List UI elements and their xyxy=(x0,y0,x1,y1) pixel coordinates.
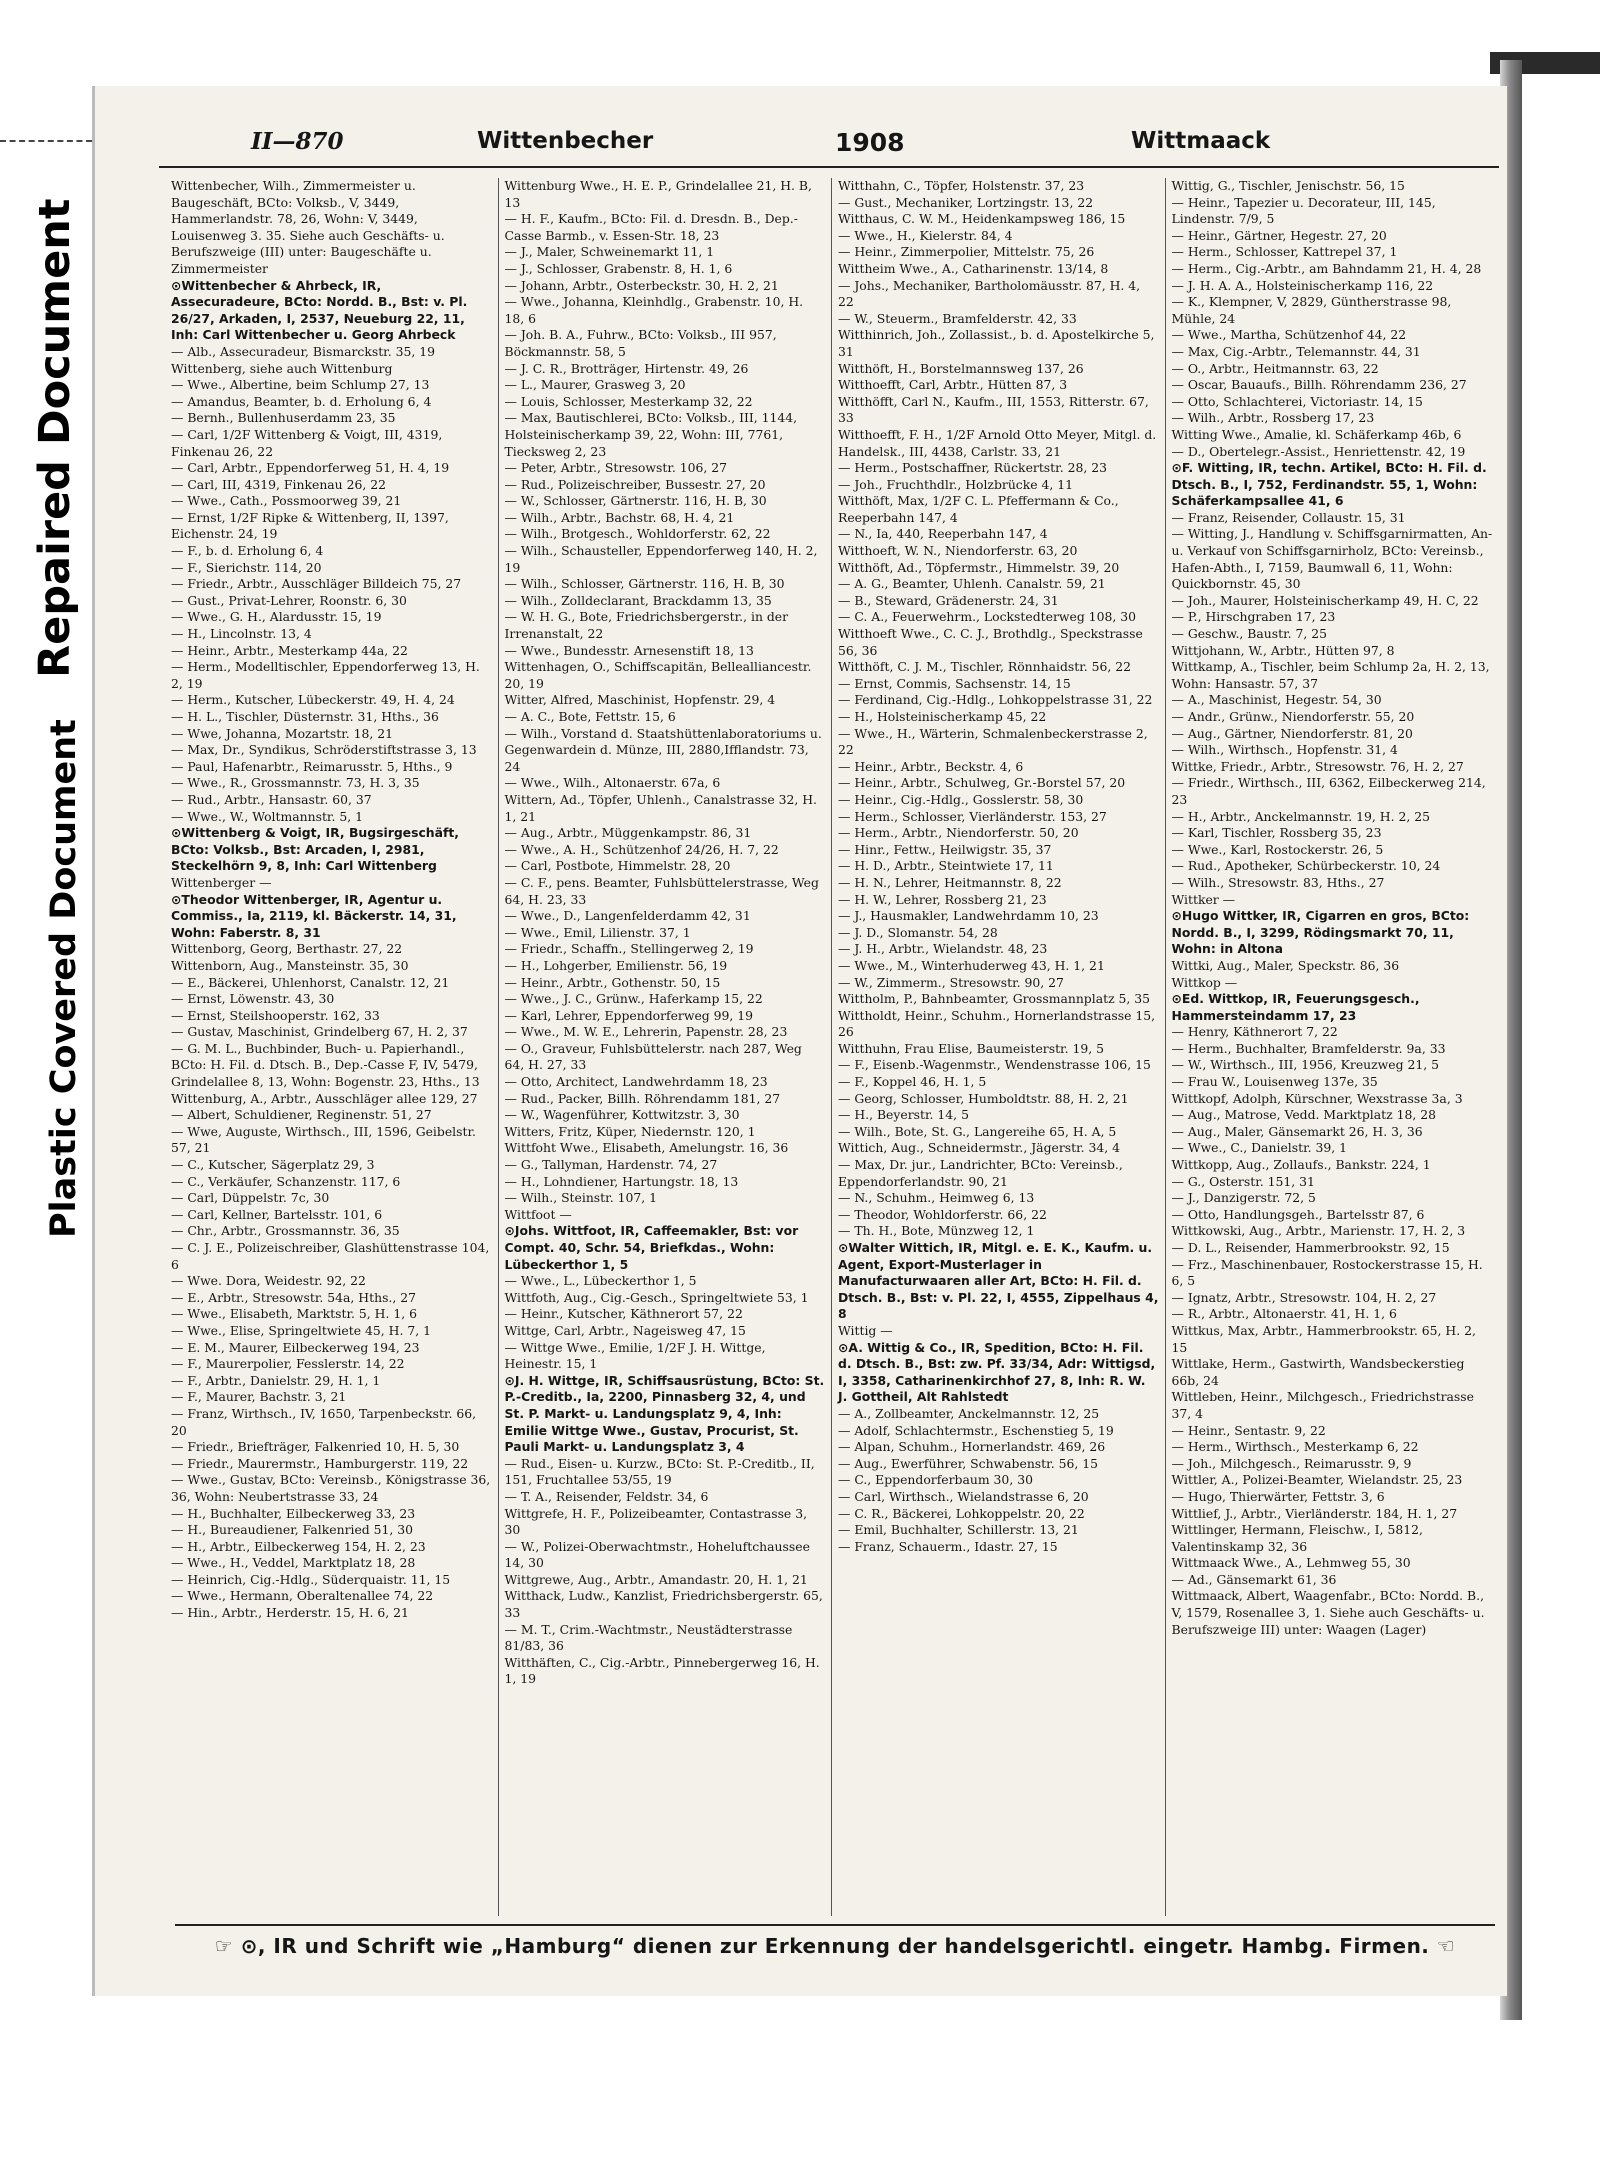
column-1 xyxy=(165,178,499,1916)
directory-entry: — Rud., Packer, Billh. Röhrendamm 181, 27 xyxy=(504,1090,781,1106)
directory-entry: — Wwe. Dora, Weidestr. 92, 22 xyxy=(171,1273,366,1289)
directory-entry: — H., Lincolnstr. 13, 4 xyxy=(171,626,312,642)
directory-entry: — Wwe., Elise, Springeltwiete 45, H. 7, 1 xyxy=(171,1322,431,1338)
directory-entry: — Herm., Cig.-Arbtr., am Bahndamm 21, H. 4, 28 xyxy=(1171,260,1482,276)
directory-entry: Witthack, Ludw., Kanzlist, Friedrichsbergerstr. 65, 33 xyxy=(504,1588,823,1621)
directory-entry: Wittler, A., Polizei-Beamter, Wielandstr. 25, 23 xyxy=(1171,1472,1463,1488)
directory-entry: Witthöft, Max, 1/2F C. L. Pfeffermann & Co., Reeperbahn 147, 4 xyxy=(838,493,1119,525)
directory-entry: Witthahn, C., Töpfer, Holstenstr. 37, 23 xyxy=(838,178,1085,193)
directory-entry: — Friedr., Briefträger, Falkenried 10, H. 5, 30 xyxy=(171,1439,460,1455)
directory-entry: — A., Zollbeamter, Anckelmannstr. 12, 25 xyxy=(838,1405,1100,1421)
directory-entry: Wittkopp, Aug., Zollaufs., Bankstr. 224, 1 xyxy=(1171,1157,1431,1173)
directory-entry: Wittgrefe, H. F., Polizeibeamter, Contastrasse 3, 30 xyxy=(504,1505,808,1538)
directory-entry: — Karl, Lehrer, Eppendorferweg 99, 19 xyxy=(504,1007,754,1023)
directory-entry: — Heinr., Arbtr., Gothenstr. 50, 15 xyxy=(504,974,721,990)
directory-entry: Wittenburg, A., Arbtr., Ausschläger allee 129, 27 xyxy=(171,1090,478,1106)
directory-entry: — J. D., Slomanstr. 54, 28 xyxy=(838,924,998,940)
directory-entry: — N., Schuhm., Heimweg 6, 13 xyxy=(838,1190,1035,1206)
directory-entry: — Hin., Arbtr., Herderstr. 15, H. 6, 21 xyxy=(171,1605,409,1621)
directory-entry: — H. W., Lehrer, Rossberg 21, 23 xyxy=(838,891,1047,907)
directory-entry: ⊙ Theodor Wittenberger, IR, Agentur u. Commiss., Ia, 2119, kl. Bäckerstr. 14, 31, Wohn: Faberstr. 8, 31 xyxy=(171,892,492,942)
directory-entry: — Wwe., A. H., Schützenhof 24/26, H. 7, 22 xyxy=(504,841,779,857)
directory-entry: — Heinr., Sentastr. 9, 22 xyxy=(1171,1422,1326,1438)
directory-entry: — Wwe., Bundesstr. Arnesenstift 18, 13 xyxy=(504,642,754,658)
directory-entry: Witthoeft, W. N., Niendorferstr. 63, 20 xyxy=(838,543,1078,559)
directory-entry: — Herm., Postschaffner, Rückertstr. 28, 23 xyxy=(838,460,1107,476)
directory-entry: — Joh., Milchgesch., Reimarusstr. 9, 9 xyxy=(1171,1455,1412,1471)
directory-entry: — Otto, Schlachterei, Victoriastr. 14, 15 xyxy=(1171,393,1423,409)
directory-entry: — Wwe., J. C., Grünw., Haferkamp 15, 22 xyxy=(504,991,763,1007)
directory-entry: — Joh. B. A., Fuhrw., BCto: Volksb., III 957, Böckmannstr. 58, 5 xyxy=(504,327,777,359)
directory-entry: — Herm., Buchhalter, Bramfelderstr. 9a, 33 xyxy=(1171,1040,1446,1056)
directory-entry: — H., Bureaudiener, Falkenried 51, 30 xyxy=(171,1522,414,1538)
directory-entry: — Rud., Arbtr., Hansastr. 60, 37 xyxy=(171,791,372,807)
directory-entry: — H., Lohndiener, Hartungstr. 18, 13 xyxy=(504,1173,739,1189)
directory-entry: — J. C. R., Brotträger, Hirtenstr. 49, 26 xyxy=(504,360,749,376)
directory-entry: — H., Holsteinischerkamp 45, 22 xyxy=(838,709,1047,724)
directory-entry: Wittig — xyxy=(838,1322,893,1338)
directory-entry: — Hugo, Thierwärter, Fettstr. 3, 6 xyxy=(1171,1488,1385,1504)
directory-entry: Wittge, Carl, Arbtr., Nageisweg 47, 15 xyxy=(504,1322,746,1338)
directory-entry: Wittholm, P., Bahnbeamter, Grossmannplatz 5, 35 xyxy=(838,991,1151,1007)
directory-entry: — Heinr., Arbtr., Beckstr. 4, 6 xyxy=(838,758,1024,774)
directory-entry: — Max, Dr. jur., Landrichter, BCto: Vereinsb., Eppendorferlandstr. 90, 21 xyxy=(838,1157,1123,1189)
directory-entry: — R., Arbtr., Altonaerstr. 41, H. 1, 6 xyxy=(1171,1306,1397,1322)
directory-entry: — J., Maler, Schweinemarkt 11, 1 xyxy=(504,244,715,260)
directory-entry: — C. R., Bäckerei, Lohkoppelstr. 20, 22 xyxy=(838,1505,1085,1521)
directory-entry: — Wwe., H., Veddel, Marktplatz 18, 28 xyxy=(171,1555,416,1571)
directory-entry: — Witting, J., Handlung v. Schiffsgarnirmatten, An- u. Verkauf von Schiffsgarnirholz, BCto: Vereinsb., Hafen-Abth., I, 7159, Baumwall 6, 11, Wohn: Quickbornstr. 45, 30 xyxy=(1171,526,1493,592)
directory-entry: — Wwe., Gustav, BCto: Vereinsb., Königstrasse 36, 36, Wohn: Neubertstrasse 33, 24 xyxy=(171,1472,491,1504)
directory-entry: ⊙ Walter Wittich, IR, Mitgl. e. E. K., Kaufm. u. Agent, Export-Musterlager in Manufacturwaaren aller Art, BCto: H. Fil. d. Dtsch. B., Bst: v. Pl. 22, I, 4555, Zippelhaus 4, 8 xyxy=(838,1240,1159,1323)
directory-entry: — N., Ia, 440, Reeperbahn 147, 4 xyxy=(838,526,1048,542)
directory-entry: — F., b. d. Erholung 6, 4 xyxy=(171,543,324,559)
directory-entry: — W., Polizei-Oberwachtmstr., Hoheluftchaussee 14, 30 xyxy=(504,1538,810,1571)
directory-entry: — Wwe., D., Langenfelderdamm 42, 31 xyxy=(504,908,751,924)
directory-entry: — Heinr., Arbtr., Mesterkamp 44a, 22 xyxy=(171,642,408,658)
directory-entry: — Aug., Ewerführer, Schwabenstr. 56, 15 xyxy=(838,1455,1098,1471)
directory-entry: Witthuhn, Frau Elise, Baumeisterstr. 19, 5 xyxy=(838,1040,1105,1056)
directory-entry: Witthöft, C. J. M., Tischler, Rönnhaidstr. 56, 22 xyxy=(838,659,1132,675)
directory-entry: — Friedr., Arbtr., Ausschläger Billdeich 75, 27 xyxy=(171,576,462,592)
directory-entry: — C. J. E., Polizeischreiber, Glashüttenstrasse 104, 6 xyxy=(171,1240,490,1272)
directory-entry: — Aug., Matrose, Vedd. Marktplatz 18, 28 xyxy=(1171,1107,1437,1123)
directory-entry: ⊙ F. Witting, IR, techn. Artikel, BCto: H. Fil. d. Dtsch. B., I, 752, Ferdinandstr. 55, 1, Wohn: Schäferkampsallee 41, 6 xyxy=(1172,460,1494,510)
directory-entry: Wittkop — xyxy=(1171,974,1238,990)
directory-entry: Wittkowski, Aug., Arbtr., Marienstr. 17, H. 2, 3 xyxy=(1171,1223,1466,1239)
directory-entry: — Heinr., Zimmerpolier, Mittelstr. 75, 26 xyxy=(838,244,1095,260)
directory-entry: — H. F., Kaufm., BCto: Fil. d. Dresdn. B., Dep.-Casse Barmb., v. Essen-Str. 18, 23 xyxy=(504,211,798,243)
directory-entry: — Andr., Grünw., Niendorferstr. 55, 20 xyxy=(1171,709,1415,724)
directory-entry: — P., Hirschgraben 17, 23 xyxy=(1171,609,1336,625)
directory-entry: Wittfoht Wwe., Elisabeth, Amelungstr. 16, 36 xyxy=(504,1140,789,1156)
directory-entry: — W. H. G., Bote, Friedrichsbergerstr., in der Irrenanstalt, 22 xyxy=(504,609,789,642)
directory-entry: — H. D., Arbtr., Steintwiete 17, 11 xyxy=(838,858,1054,874)
directory-entry: — Wwe., Hermann, Oberaltenallee 74, 22 xyxy=(171,1588,434,1604)
first-entry-name: Wittenbecher xyxy=(477,128,654,154)
directory-entry: — C., Eppendorferbaum 30, 30 xyxy=(838,1472,1033,1488)
directory-entry: — Heinr., Arbtr., Schulweg, Gr.-Borstel 57, 20 xyxy=(838,775,1126,791)
directory-entry: Wittlief, J., Arbtr., Vierländerstr. 184, H. 1, 27 xyxy=(1171,1505,1458,1521)
directory-entry: — Max, Bautischlerei, BCto: Volksb., III, 1144, Holsteinischerkamp 39, 22, Wohn: III, 7761, Tiecksweg 2, 23 xyxy=(504,410,798,459)
directory-entry: — Alpan, Schuhm., Hornerlandstr. 469, 26 xyxy=(838,1439,1106,1455)
directory-entry: — Wwe., G. H., Alardusstr. 15, 19 xyxy=(171,609,382,625)
directory-entry: — E. M., Maurer, Eilbeckerweg 194, 23 xyxy=(171,1339,420,1355)
directory-entry: Witthöft, Ad., Töpfermstr., Himmelstr. 39, 20 xyxy=(838,559,1120,575)
directory-entry: — Oscar, Bauaufs., Billh. Röhrendamm 236, 27 xyxy=(1171,377,1467,393)
directory-entry: — A. G., Beamter, Uhlenh. Canalstr. 59, 21 xyxy=(838,576,1106,592)
directory-entry: ⊙ A. Wittig & Co., IR, Spedition, BCto: H. Fil. d. Dtsch. B., Bst: zw. Pf. 33/34, Adr: Wittigsd, I, 3358, Catharinenkirchhof 27, 8, Inh: R. W. J. Gottheil, Alt Rahlstedt xyxy=(838,1340,1159,1406)
directory-entry: — K., Klempner, V, 2829, Güntherstrasse 98, Mühle, 24 xyxy=(1171,294,1452,326)
directory-entry: — Wwe., C., Danielstr. 39, 1 xyxy=(1171,1140,1348,1156)
directory-entry: — Ernst, Löwenstr. 43, 30 xyxy=(171,991,335,1007)
directory-entry: Wittenhagen, O., Schiffscapitän, Bellealliancestr. 20, 19 xyxy=(504,659,812,691)
directory-entry: — W., Schlosser, Gärtnerstr. 116, H. B, 30 xyxy=(504,493,767,509)
directory-entry: Witters, Fritz, Küper, Niedernstr. 120, 1 xyxy=(504,1123,756,1139)
directory-entry: — J. H. A. A., Holsteinischerkamp 116, 22 xyxy=(1171,277,1434,293)
directory-entry: Wittich, Aug., Schneidermstr., Jägerstr. 34, 4 xyxy=(838,1140,1121,1156)
directory-entry: Witthöfft, Carl N., Kaufm., III, 1553, Ritterstr. 67, 33 xyxy=(838,393,1149,426)
directory-entry: — Paul, Hafenarbtr., Reimarusstr. 5, Hths., 9 xyxy=(171,758,453,774)
last-entry-name: Wittmaack xyxy=(1131,128,1271,154)
directory-entry: — H., Arbtr., Anckelmannstr. 19, H. 2, 25 xyxy=(1171,808,1431,824)
directory-entry: — Wwe., L., Lübeckerthor 1, 5 xyxy=(504,1273,697,1289)
directory-entry: Wittke, Friedr., Arbtr., Stresowstr. 76, H. 2, 27 xyxy=(1171,758,1464,774)
directory-entry: — Amandus, Beamter, b. d. Erholung 6, 4 xyxy=(171,393,432,409)
directory-entry: — F., Arbtr., Danielstr. 29, H. 1, 1 xyxy=(171,1372,381,1388)
directory-entry: Wittker — xyxy=(1171,891,1236,907)
directory-entry: Wittkopf, Adolph, Kürschner, Wexstrasse 3a, 3 xyxy=(1171,1090,1463,1106)
directory-entry: — Geschw., Baustr. 7, 25 xyxy=(1171,626,1328,642)
plastic-covered-label: Plastic Covered Document xyxy=(44,719,84,1238)
directory-entry: — Wilh., Steinstr. 107, 1 xyxy=(504,1190,657,1206)
directory-entry: ⊙ Wittenberg & Voigt, IR, Bugsirgeschäft, BCto: Volksb., Bst: Arcaden, I, 2981, Steckelhörn 9, 8, Inh: Carl Wittenberg xyxy=(171,825,492,875)
directory-entry: Wittki, Aug., Maler, Speckstr. 86, 36 xyxy=(1171,957,1400,973)
directory-entry: — Joh., Fruchthdlr., Holzbrücke 4, 11 xyxy=(838,476,1074,492)
directory-entry: — Wittge Wwe., Emilie, 1/2F J. H. Wittge, Heinestr. 15, 1 xyxy=(504,1339,766,1372)
directory-entry: — J., Schlosser, Grabenstr. 8, H. 1, 6 xyxy=(504,260,733,276)
directory-year: 1908 xyxy=(835,128,905,157)
directory-entry: Wittenberger — xyxy=(171,874,272,890)
directory-entry: — J., Danzigerstr. 72, 5 xyxy=(1171,1190,1316,1206)
directory-entry: — A. C., Bote, Fettstr. 15, 6 xyxy=(504,709,676,724)
directory-entry: — Aug., Arbtr., Müggenkampstr. 86, 31 xyxy=(504,825,752,841)
directory-entry: — Max, Cig.-Arbtr., Telemannstr. 44, 31 xyxy=(1171,343,1421,359)
directory-entry: — J., Hausmakler, Landwehrdamm 10, 23 xyxy=(838,908,1099,924)
directory-entry: Wittjohann, W., Arbtr., Hütten 97, 8 xyxy=(1171,642,1395,658)
directory-entry: Wittheim Wwe., A., Catharinenstr. 13/14, 8 xyxy=(838,260,1109,276)
directory-entry: ⊙ Johs. Wittfoot, IR, Caffeemakler, Bst: vor Compt. 40, Schr. 54, Briefkdas., Wohn: Lübeckerthor 1, 5 xyxy=(505,1223,826,1273)
directory-entry: Wittenbecher, Wilh., Zimmermeister u. Baugeschäft, BCto: Volksb., V, 3449, Hammerlandstr. 78, 26, Wohn: V, 3449, Louisenweg 3. 35. Siehe auch Geschäfts- u. Berufszweige (III) unter: Baugeschäfte u. Zimmermeister xyxy=(171,178,445,276)
directory-entry: — C. F., pens. Beamter, Fuhlsbüttelerstrasse, Weg 64, H. 23, 33 xyxy=(504,874,819,907)
directory-entry: Witthoeft Wwe., C. C. J., Brothdlg., Speckstrasse 56, 36 xyxy=(838,626,1143,658)
directory-entry: — F., Sierichstr. 114, 20 xyxy=(171,559,322,575)
directory-entry: Witthoefft, Carl, Arbtr., Hütten 87, 3 xyxy=(838,377,1068,393)
directory-entry: Wittkus, Max, Arbtr., Hammerbrookstr. 65, H. 2, 15 xyxy=(1171,1322,1476,1355)
directory-entry: — Ferdinand, Cig.-Hdlg., Lohkoppelstrasse 31, 22 xyxy=(838,692,1153,708)
directory-entry: — Wwe., M., Winterhuderweg 43, H. 1, 21 xyxy=(838,957,1105,973)
directory-entry: — Ignatz, Arbtr., Stresowstr. 104, H. 2, 27 xyxy=(1171,1289,1437,1305)
directory-entry: — C. A., Feuerwehrm., Lockstedterweg 108, 30 xyxy=(838,609,1136,625)
directory-entry: — Aug., Maler, Gänsemarkt 26, H. 3, 36 xyxy=(1171,1123,1423,1139)
directory-entry: — Wilh., Zolldeclarant, Brackdamm 13, 35 xyxy=(504,592,772,608)
directory-entry: Witthöft, H., Borstelmannsweg 137, 26 xyxy=(838,360,1084,376)
column-3 xyxy=(832,178,1166,1916)
directory-entry: — Wwe., R., Grossmannstr. 73, H. 3, 35 xyxy=(171,775,420,791)
directory-entry: — Carl, Arbtr., Eppendorferweg 51, H. 4, 19 xyxy=(171,460,450,476)
directory-entry: — O., Arbtr., Heitmannstr. 63, 22 xyxy=(1171,360,1379,376)
directory-entry: Wittfoth, Aug., Cig.-Gesch., Springeltwiete 53, 1 xyxy=(504,1289,809,1305)
directory-entry: — M. T., Crim.-Wachtmstr., Neustädterstrasse 81/83, 36 xyxy=(504,1621,793,1654)
directory-entry: — O., Graveur, Fuhlsbüttelerstr. nach 287, Weg 64, H. 27, 33 xyxy=(504,1040,802,1073)
directory-entry: — C., Verkäufer, Schanzenstr. 117, 6 xyxy=(171,1173,401,1189)
directory-entry: — Wwe., H., Kielerstr. 84, 4 xyxy=(838,227,1013,243)
column-4 xyxy=(1166,178,1500,1916)
directory-entry: — G., Osterstr. 151, 31 xyxy=(1171,1173,1315,1189)
directory-entry: — Friedr., Maurermstr., Hamburgerstr. 119, 22 xyxy=(171,1455,469,1471)
directory-entry: — Emil, Buchhalter, Schillerstr. 13, 21 xyxy=(838,1522,1079,1538)
directory-entry: — W., Wirthsch., III, 1956, Kreuzweg 21, 5 xyxy=(1171,1057,1439,1073)
directory-entry: — F., Koppel 46, H. 1, 5 xyxy=(838,1074,987,1090)
directory-entry: — Rud., Eisen- u. Kurzw., BCto: St. P.-Creditb., II, 151, Fruchtallee 53/55, 19 xyxy=(504,1455,815,1488)
directory-entry: Witthoefft, F. H., 1/2F Arnold Otto Meyer, Mitgl. d. Handelsk., III, 4438, Carlstr. 33, 21 xyxy=(838,426,1157,459)
directory-entry: — Wilh., Schlosser, Gärtnerstr. 116, H. B, 30 xyxy=(504,576,785,592)
directory-entry: — Peter, Arbtr., Stresowstr. 106, 27 xyxy=(504,460,728,476)
directory-entry: — H. N., Lehrer, Heitmannstr. 8, 22 xyxy=(838,874,1062,890)
directory-entry: — Hinr., Fettw., Heilwigstr. 35, 37 xyxy=(838,841,1052,857)
directory-entry: — Wilh., Arbtr., Rossberg 17, 23 xyxy=(1171,410,1375,426)
directory-entry: — Heinr., Kutscher, Käthnerort 57, 22 xyxy=(504,1306,743,1322)
directory-entry: — Wwe., Cath., Possmoorweg 39, 21 xyxy=(171,493,402,509)
directory-entry: — H. L., Tischler, Düsternstr. 31, Hths., 36 xyxy=(171,709,439,724)
directory-entry: — Friedr., Schaffn., Stellingerweg 2, 19 xyxy=(504,941,754,957)
directory-entry: — Wwe., W., Woltmannstr. 5, 1 xyxy=(171,808,364,824)
directory-entry: — Herm., Schlosser, Kattrepel 37, 1 xyxy=(1171,244,1398,260)
directory-entry: — W., Steuerm., Bramfelderstr. 42, 33 xyxy=(838,310,1077,326)
directory-entry: — G. M. L., Buchbinder, Buch- u. Papierhandl., BCto: H. Fil. d. Dtsch. B., Dep.-Casse F, IV, 5479, Grindelallee 8, 13, Wohn: Bogenstr. 23, Hths., 13 xyxy=(171,1040,480,1090)
directory-entry: — F., Maurer, Bachstr. 3, 21 xyxy=(171,1389,347,1405)
directory-entry: ⊙ J. H. Wittge, IR, Schiffsausrüstung, BCto: St. P.-Creditb., Ia, 2200, Pinnasberg 32, 4, und St. P. Markt- u. Landungsplatz 9, 4, Inh: Emilie Wittge Wwe., Gustav, Procurist, St. Pauli Markt- u. Landungsplatz 3, 4 xyxy=(505,1373,826,1456)
directory-entry: — Carl, Kellner, Bartelsstr. 101, 6 xyxy=(171,1206,383,1222)
directory-entry: — Heinr., Gärtner, Hegestr. 27, 20 xyxy=(1171,227,1387,243)
directory-entry: — B., Steward, Grädenerstr. 24, 31 xyxy=(838,592,1059,608)
directory-entry: Wittenburg Wwe., H. E. P., Grindelallee 21, H. B, 13 xyxy=(504,178,812,210)
directory-entry: — Rud., Apotheker, Schürbeckerstr. 10, 24 xyxy=(1171,858,1441,874)
directory-entry: — Herm., Schlosser, Vierländerstr. 153, 27 xyxy=(838,808,1107,824)
directory-entry: — A., Maschinist, Hegestr. 54, 30 xyxy=(1171,692,1382,708)
directory-entry: Wittlinger, Hermann, Fleischw., I, 5812, Valentinskamp 32, 36 xyxy=(1171,1522,1423,1554)
directory-entry: — H., Buchhalter, Eilbeckerweg 33, 23 xyxy=(171,1505,416,1521)
directory-entry: — F., Eisenb.-Wagenmstr., Wendenstrasse 106, 15 xyxy=(838,1057,1151,1073)
directory-entry: — Henry, Käthnerort 7, 22 xyxy=(1171,1024,1338,1040)
directory-entry: Wittkamp, A., Tischler, beim Schlump 2a, H. 2, 13, Wohn: Hansastr. 57, 37 xyxy=(1171,659,1490,691)
directory-entry: — Joh., Maurer, Holsteinischerkamp 49, H. C, 22 xyxy=(1171,592,1479,608)
directory-entry: — Alb., Assecuradeur, Bismarckstr. 35, 19 xyxy=(171,343,436,359)
directory-entry: ⊙ Ed. Wittkop, IR, Feuerungsgesch., Hammersteindamm 17, 23 xyxy=(1172,991,1494,1024)
directory-entry: Wittenborg, Georg, Berthastr. 27, 22 xyxy=(171,941,403,957)
directory-entry: — Carl, Postbote, Himmelstr. 28, 20 xyxy=(504,858,731,874)
directory-entry: — G., Tallyman, Hardenstr. 74, 27 xyxy=(504,1157,718,1173)
directory-entry: — T. A., Reisender, Feldstr. 34, 6 xyxy=(504,1488,709,1504)
directory-entry: — Karl, Tischler, Rossberg 35, 23 xyxy=(1171,825,1382,841)
directory-entry: — Johann, Arbtr., Osterbeckstr. 30, H. 2, 21 xyxy=(504,277,779,293)
directory-entry: — Franz, Reisender, Collaustr. 15, 31 xyxy=(1171,509,1406,525)
directory-entry: — H., Arbtr., Eilbeckerweg 154, H. 2, 23 xyxy=(171,1538,426,1554)
footer-note: ☞ ⊙, IR und Schrift wie „Hamburg“ dienen zur Erkennung der handelsgerichtl. eingetr. Hambg. Firmen. ☜ xyxy=(175,1924,1495,1964)
directory-entry: — Carl, 1/2F Wittenberg & Voigt, III, 4319, Finkenau 26, 22 xyxy=(171,426,443,459)
directory-entry: — Albert, Schuldiener, Reginenstr. 51, 27 xyxy=(171,1107,432,1123)
directory-entry: — L., Maurer, Grasweg 3, 20 xyxy=(504,377,686,393)
directory-entry: Wittmaack, Albert, Waagenfabr., BCto: Nordd. B., V, 1579, Rosenallee 3, 1. Siehe auch Geschäfts- u. Berufszweige III) unter: Waagen (Lager) xyxy=(1171,1588,1485,1637)
directory-entry: — H., Beyerstr. 14, 5 xyxy=(838,1107,969,1123)
directory-entry: — Carl, III, 4319, Finkenau 26, 22 xyxy=(171,476,387,492)
directory-page xyxy=(92,86,1507,1996)
directory-entry: Witthaus, C. W. M., Heidenkampsweg 186, 15 xyxy=(838,211,1126,227)
directory-entry: — Wwe., Elisabeth, Marktstr. 5, H. 1, 6 xyxy=(171,1306,417,1322)
page-number: II—870 xyxy=(251,128,344,155)
directory-entry: — Otto, Architect, Landwehrdamm 18, 23 xyxy=(504,1074,768,1090)
directory-entry: Wittholdt, Heinr., Schuhm., Hornerlandstrasse 15, 26 xyxy=(838,1007,1156,1040)
directory-entry: Wittleben, Heinr., Milchgesch., Friedrichstrasse 37, 4 xyxy=(1171,1389,1474,1421)
directory-entry: — Franz, Schauerm., Idastr. 27, 15 xyxy=(838,1538,1058,1554)
directory-entry: — Ad., Gänsemarkt 61, 36 xyxy=(1171,1571,1337,1587)
directory-entry: Wittfoot — xyxy=(504,1206,572,1222)
repaired-document-label: Repaired Document xyxy=(30,198,80,678)
directory-entry: — Johs., Mechaniker, Bartholomäusstr. 87, H. 4, 22 xyxy=(838,277,1141,310)
directory-entry: — F., Maurerpolier, Fesslerstr. 14, 22 xyxy=(171,1356,405,1372)
directory-entry: — W., Zimmerm., Stresowstr. 90, 27 xyxy=(838,974,1064,990)
directory-entry: — Herm., Arbtr., Niendorferstr. 50, 20 xyxy=(838,825,1079,841)
directory-entry: — Wwe., Johanna, Kleinhdlg., Grabenstr. 10, H. 18, 6 xyxy=(504,294,804,326)
directory-entry: — Carl, Düppelstr. 7c, 30 xyxy=(171,1190,330,1206)
directory-entry: — Heinr., Cig.-Hdlg., Gosslerstr. 58, 30 xyxy=(838,791,1084,807)
directory-entry: — Gustav, Maschinist, Grindelberg 67, H. 2, 37 xyxy=(171,1024,468,1040)
directory-entry: Wittlake, Herm., Gastwirth, Wandsbeckerstieg 66b, 24 xyxy=(1171,1356,1465,1388)
directory-entry: — Frau W., Louisenweg 137e, 35 xyxy=(1171,1074,1378,1090)
directory-entry: — Bernh., Bullenhuserdamm 23, 35 xyxy=(171,410,396,426)
directory-entry: — Georg, Schlosser, Humboldtstr. 88, H. 2, 21 xyxy=(838,1090,1129,1106)
directory-entry: — Adolf, Schlachtermstr., Eschenstieg 5, 19 xyxy=(838,1422,1114,1438)
directory-entry: Wittmaack Wwe., A., Lehmweg 55, 30 xyxy=(1171,1555,1411,1571)
directory-entry: — Wilh., Bote, St. G., Langereihe 65, H. A, 5 xyxy=(838,1123,1117,1139)
directory-entry: — Heinrich, Cig.-Hdlg., Süderquaistr. 11, 15 xyxy=(171,1571,451,1587)
archive-divider xyxy=(0,140,92,142)
directory-entry: — Herm., Modelltischler, Eppendorferweg 13, H. 2, 19 xyxy=(171,659,480,691)
page-header xyxy=(159,122,1499,168)
directory-entry: — Herm., Wirthsch., Mesterkamp 6, 22 xyxy=(1171,1439,1419,1455)
directory-entry: — Otto, Handlungsgeh., Bartelsstr 87, 6 xyxy=(1171,1206,1425,1222)
directory-entry: — Wilh., Arbtr., Bachstr. 68, H. 4, 21 xyxy=(504,509,735,525)
directory-entry: — C., Kutscher, Sägerplatz 29, 3 xyxy=(171,1157,375,1173)
directory-entry: Witthinrich, Joh., Zollassist., b. d. Apostelkirche 5, 31 xyxy=(838,327,1155,359)
directory-entry: — Carl, Wirthsch., Wielandstrasse 6, 20 xyxy=(838,1488,1089,1504)
directory-entry: — Gust., Mechaniker, Lortzingstr. 13, 22 xyxy=(838,194,1094,210)
directory-entry: — Gust., Privat-Lehrer, Roonstr. 6, 30 xyxy=(171,592,407,608)
directory-entry: — Wwe, Auguste, Wirthsch., III, 1596, Geibelstr. 57, 21 xyxy=(171,1123,476,1156)
directory-entry: — Wwe., Albertine, beim Schlump 27, 13 xyxy=(171,377,430,393)
directory-entry: Wittenborn, Aug., Mansteinstr. 35, 30 xyxy=(171,957,409,973)
directory-entry: — Wwe., Wilh., Altonaerstr. 67a, 6 xyxy=(504,775,721,791)
column-2 xyxy=(499,178,833,1916)
columns xyxy=(165,178,1499,1916)
directory-entry: Wittern, Ad., Töpfer, Uhlenh., Canalstrasse 32, H. 1, 21 xyxy=(504,791,817,824)
directory-entry: — Heinr., Tapezier u. Decorateur, III, 145, Lindenstr. 7/9, 5 xyxy=(1171,194,1436,227)
directory-entry: Witting Wwe., Amalie, kl. Schäferkamp 46b, 6 xyxy=(1171,426,1462,442)
directory-entry: — J. H., Arbtr., Wielandstr. 48, 23 xyxy=(838,941,1048,957)
directory-entry: — Theodor, Wohldorferstr. 66, 22 xyxy=(838,1206,1047,1222)
directory-entry: — Wwe., Martha, Schützenhof 44, 22 xyxy=(1171,327,1407,343)
directory-entry: — Ernst, Steilshooperstr. 162, 33 xyxy=(171,1007,380,1023)
directory-entry: ⊙ Hugo Wittker, IR, Cigarren en gros, BCto: Nordd. B., I, 3299, Rödingsmarkt 70, 11, Wohn: in Altona xyxy=(1172,908,1494,958)
directory-entry: — D., Obertelegr.-Assist., Henriettenstr. 42, 19 xyxy=(1171,443,1466,459)
directory-entry: — Ernst, Commis, Sachsenstr. 14, 15 xyxy=(838,675,1071,691)
directory-entry: — Wwe, Johanna, Mozartstr. 18, 21 xyxy=(171,725,394,741)
directory-entry: — Herm., Kutscher, Lübeckerstr. 49, H. 4, 24 xyxy=(171,692,455,708)
directory-entry: — Frz., Maschinenbauer, Rostockerstrasse 15, H. 6, 5 xyxy=(1171,1256,1483,1289)
directory-entry: — Wilh., Schausteller, Eppendorferweg 140, H. 2, 19 xyxy=(504,543,818,575)
directory-entry: — Wwe., Emil, Lilienstr. 37, 1 xyxy=(504,924,691,940)
directory-entry: Wittgrewe, Aug., Arbtr., Amandastr. 20, H. 1, 21 xyxy=(504,1571,808,1587)
directory-entry: — D. L., Reisender, Hammerbrookstr. 92, 15 xyxy=(1171,1240,1450,1255)
directory-entry: — Chr., Arbtr., Grossmannstr. 36, 35 xyxy=(171,1223,400,1239)
directory-entry: Wittenberg, siehe auch Wittenburg xyxy=(171,360,393,376)
directory-entry: — Franz, Wirthsch., IV, 1650, Tarpenbeckstr. 66, 20 xyxy=(171,1405,477,1438)
directory-entry: — Wwe., Karl, Rostockerstr. 26, 5 xyxy=(1171,841,1384,857)
directory-entry: — Rud., Polizeischreiber, Bussestr. 27, 20 xyxy=(504,476,766,492)
directory-entry: — Wilh., Brotgesch., Wohldorferstr. 62, 22 xyxy=(504,526,771,542)
directory-entry: — Wwe., M. W. E., Lehrerin, Papenstr. 28, 23 xyxy=(504,1024,788,1040)
directory-entry: — Wilh., Stresowstr. 83, Hths., 27 xyxy=(1171,874,1385,890)
directory-entry: — Ernst, 1/2F Ripke & Wittenberg, II, 1397, Eichenstr. 24, 19 xyxy=(171,509,449,542)
directory-entry: — Max, Dr., Syndikus, Schröderstiftstrasse 3, 13 xyxy=(171,742,477,758)
directory-entry: — Wilh., Wirthsch., Hopfenstr. 31, 4 xyxy=(1171,742,1398,758)
directory-entry: — Wwe., H., Wärterin, Schmalenbeckerstrasse 2, 22 xyxy=(838,725,1148,758)
directory-entry: ⊙ Wittenbecher & Ahrbeck, IR, Assecuradeure, BCto: Nordd. B., Bst: v. Pl. 26/27, Arkaden, I, 2537, Neueburg 22, 11, Inh: Carl Wittenbecher u. Georg Ahrbeck xyxy=(171,278,492,344)
directory-entry: — H., Lohgerber, Emilienstr. 56, 19 xyxy=(504,957,728,973)
directory-entry: — Aug., Gärtner, Niendorferstr. 81, 20 xyxy=(1171,725,1413,741)
directory-entry: Witthäften, C., Cig.-Arbtr., Pinnebergerweg 16, H. 1, 19 xyxy=(504,1654,820,1687)
directory-entry: — E., Bäckerei, Uhlenhorst, Canalstr. 12, 21 xyxy=(171,974,450,990)
directory-entry: Witter, Alfred, Maschinist, Hopfenstr. 29, 4 xyxy=(504,692,776,708)
directory-entry: — E., Arbtr., Stresowstr. 54a, Hths., 27 xyxy=(171,1289,417,1305)
directory-entry: — Friedr., Wirthsch., III, 6362, Eilbeckerweg 214, 23 xyxy=(1171,775,1486,807)
directory-entry: — Th. H., Bote, Münzweg 12, 1 xyxy=(838,1223,1035,1239)
directory-entry: Wittig, G., Tischler, Jenischstr. 56, 15 xyxy=(1171,178,1405,193)
directory-entry: — W., Wagenführer, Kottwitzstr. 3, 30 xyxy=(504,1107,740,1123)
directory-entry: — Wilh., Vorstand d. Staatshüttenlaboratoriums u. Gegenwardein d. Münze, III, 2880,Ifflandstr. 73, 24 xyxy=(504,725,822,774)
directory-entry: — Louis, Schlosser, Mesterkamp 32, 22 xyxy=(504,393,753,409)
